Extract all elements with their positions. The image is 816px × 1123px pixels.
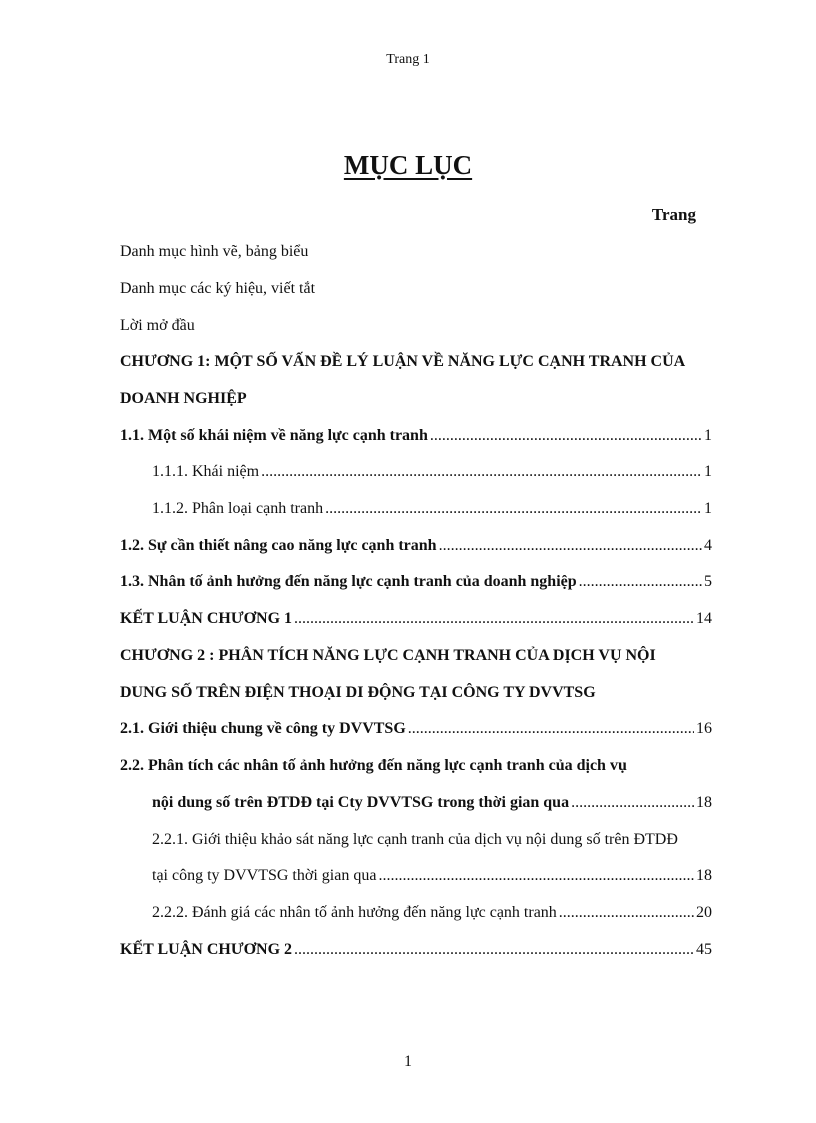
toc-entry-text[interactable]: 2.2. Phân tích các nhân tố ảnh hưởng đến năng lực cạnh tranh của dịch vụ bbox=[120, 757, 627, 774]
toc-entry-text: KẾT LUẬN CHƯƠNG 1 bbox=[120, 610, 293, 627]
toc-entry-text: 1.2. Sự cần thiết nâng cao năng lực cạnh tranh bbox=[120, 537, 437, 554]
toc-entry[interactable] bbox=[152, 864, 712, 888]
toc-entry-text: 2.2.2. Đánh giá các nhân tố ảnh hưởng đến năng lực cạnh tranh bbox=[152, 904, 557, 921]
dot-leader bbox=[430, 424, 702, 448]
chapter-1-heading: CHƯƠNG 1: MỘT SỐ VẤN ĐỀ LÝ LUẬN VỀ NĂNG LỰC CẠNH TRANH CỦA bbox=[120, 353, 686, 370]
dot-leader bbox=[325, 497, 702, 521]
page-column-label: Trang bbox=[651, 205, 696, 224]
toc-entry-page: 1 bbox=[704, 500, 712, 517]
toc-entry-page: 20 bbox=[696, 904, 712, 921]
toc-entry[interactable] bbox=[120, 938, 712, 962]
toc-entry-text: tại công ty DVVTSG thời gian qua bbox=[152, 867, 377, 884]
toc-entry[interactable] bbox=[120, 607, 712, 631]
toc-entry-text: nội dung số trên ĐTDĐ tại Cty DVVTSG trong thời gian qua bbox=[152, 794, 570, 811]
running-header: Trang 1 bbox=[386, 52, 430, 67]
chapter-2-heading-cont: DUNG SỐ TRÊN ĐIỆN THOẠI DI ĐỘNG TẠI CÔNG TY DVVTSG bbox=[120, 684, 596, 701]
toc-entry-page: 1 bbox=[704, 463, 712, 480]
toc-entry[interactable] bbox=[152, 460, 712, 484]
toc-entry-page: 4 bbox=[704, 537, 712, 554]
toc-entry-text: 1.1.1. Khái niệm bbox=[152, 463, 260, 480]
toc-front-matter-item: Danh mục hình vẽ, bảng biểu bbox=[120, 243, 309, 260]
dot-leader bbox=[408, 717, 694, 741]
dot-leader bbox=[294, 938, 694, 962]
toc-title: MỤC LỤC bbox=[343, 150, 473, 180]
toc-front-matter-item: Danh mục các ký hiệu, viết tắt bbox=[120, 280, 316, 297]
page-number: 1 bbox=[404, 1053, 412, 1070]
toc-entry-page: 18 bbox=[696, 794, 712, 811]
chapter-1-heading-cont: DOANH NGHIỆP bbox=[120, 390, 247, 407]
toc-entry[interactable] bbox=[152, 901, 712, 925]
dot-leader bbox=[559, 901, 694, 925]
toc-front-matter-item: Lời mở đầu bbox=[120, 317, 195, 334]
dot-leader bbox=[378, 864, 694, 888]
toc-entry[interactable] bbox=[152, 497, 712, 521]
toc-entry-page: 1 bbox=[704, 427, 712, 444]
dot-leader bbox=[439, 534, 702, 558]
toc-entry-text[interactable]: 2.2.1. Giới thiệu khảo sát năng lực cạnh tranh của dịch vụ nội dung số trên ĐTDĐ bbox=[152, 831, 678, 848]
toc-entry-page: 5 bbox=[704, 573, 712, 590]
dot-leader bbox=[294, 607, 694, 631]
dot-leader bbox=[261, 460, 702, 484]
toc-entry[interactable] bbox=[120, 717, 712, 741]
toc-entry-text: 1.1.2. Phân loại cạnh tranh bbox=[152, 500, 324, 517]
dot-leader bbox=[579, 570, 702, 594]
toc-entry-text: 1.3. Nhân tố ảnh hưởng đến năng lực cạnh tranh của doanh nghiệp bbox=[120, 573, 577, 590]
toc-entry[interactable] bbox=[120, 570, 712, 594]
toc-entry[interactable] bbox=[152, 791, 712, 815]
toc-entry[interactable] bbox=[120, 534, 712, 558]
dot-leader bbox=[571, 791, 694, 815]
toc-entry-text: KẾT LUẬN CHƯƠNG 2 bbox=[120, 941, 293, 958]
toc-entry-page: 16 bbox=[696, 720, 712, 737]
toc-entry-text: 1.1. Một số khái niệm về năng lực cạnh tranh bbox=[120, 427, 428, 444]
toc-entry-page: 18 bbox=[696, 867, 712, 884]
toc-entry-text: 2.1. Giới thiệu chung về công ty DVVTSG bbox=[120, 720, 406, 737]
chapter-2-heading: CHƯƠNG 2 : PHÂN TÍCH NĂNG LỰC CẠNH TRANH CỦA DỊCH VỤ NỘI bbox=[120, 647, 656, 664]
toc-entry-page: 14 bbox=[696, 610, 712, 627]
toc-entry[interactable] bbox=[120, 424, 712, 448]
toc-entry-page: 45 bbox=[696, 941, 712, 958]
